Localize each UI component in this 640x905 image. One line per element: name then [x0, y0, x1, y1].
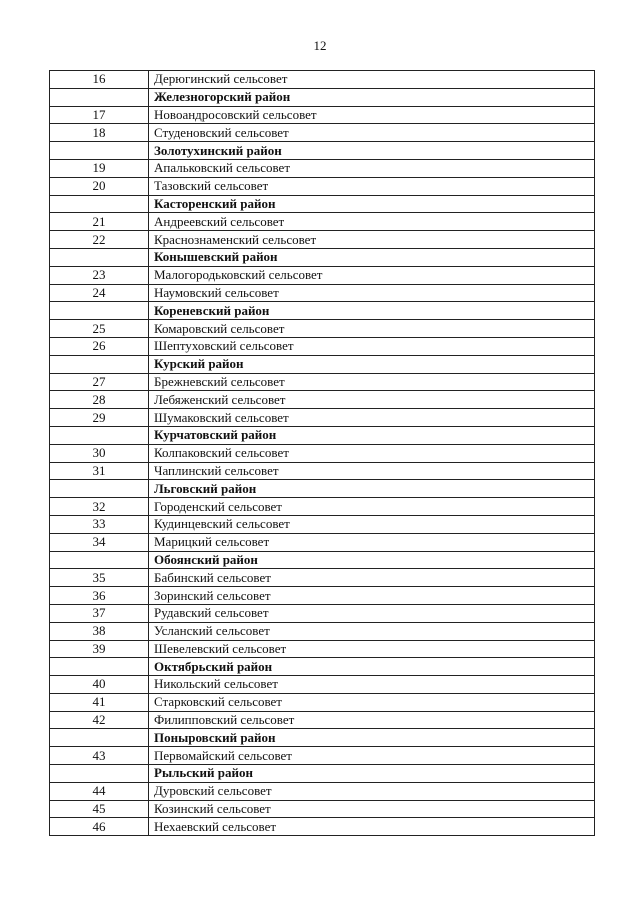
district-name-cell: Октябрьский район [149, 658, 595, 676]
table-row [50, 444, 595, 462]
district-header-row [50, 729, 595, 747]
settlement-name-cell: Старковский сельсовет [149, 693, 595, 711]
table-row [50, 604, 595, 622]
district-header-row [50, 248, 595, 266]
table-row [50, 231, 595, 249]
row-number-cell [50, 248, 149, 266]
table-row [50, 213, 595, 231]
settlement-name-cell: Дуровский сельсовет [149, 782, 595, 800]
row-number-cell [50, 195, 149, 213]
table-row [50, 337, 595, 355]
table-row [50, 391, 595, 409]
row-number-cell: 19 [50, 159, 149, 177]
row-number-cell: 30 [50, 444, 149, 462]
row-number-cell [50, 142, 149, 160]
row-number-cell: 33 [50, 515, 149, 533]
row-number-cell [50, 355, 149, 373]
table-row [50, 587, 595, 605]
row-number-cell: 17 [50, 106, 149, 124]
table-row [50, 71, 595, 89]
row-number-cell: 25 [50, 320, 149, 338]
table-row [50, 711, 595, 729]
district-name-cell: Железногорский район [149, 88, 595, 106]
settlement-name-cell: Городенский сельсовет [149, 498, 595, 516]
settlement-name-cell: Шептуховский сельсовет [149, 337, 595, 355]
row-number-cell [50, 426, 149, 444]
settlement-name-cell: Комаровский сельсовет [149, 320, 595, 338]
table-row [50, 320, 595, 338]
row-number-cell: 44 [50, 782, 149, 800]
row-number-cell: 38 [50, 622, 149, 640]
settlement-name-cell: Кудинцевский сельсовет [149, 515, 595, 533]
table-row [50, 693, 595, 711]
table-row [50, 533, 595, 551]
row-number-cell: 40 [50, 676, 149, 694]
settlement-name-cell: Первомайский сельсовет [149, 747, 595, 765]
settlement-name-cell: Нехаевский сельсовет [149, 818, 595, 836]
settlement-name-cell: Дерюгинский сельсовет [149, 71, 595, 89]
row-number-cell: 26 [50, 337, 149, 355]
table-row [50, 159, 595, 177]
settlement-name-cell: Брежневский сельсовет [149, 373, 595, 391]
row-number-cell: 29 [50, 409, 149, 427]
row-number-cell: 34 [50, 533, 149, 551]
row-number-cell [50, 765, 149, 783]
settlements-table-body [50, 71, 595, 836]
row-number-cell [50, 729, 149, 747]
settlement-name-cell: Филипповский сельсовет [149, 711, 595, 729]
district-header-row [50, 88, 595, 106]
district-header-row [50, 551, 595, 569]
settlement-name-cell: Малогородьковский сельсовет [149, 266, 595, 284]
table-row [50, 569, 595, 587]
district-name-cell: Обоянский район [149, 551, 595, 569]
district-name-cell: Поныровский район [149, 729, 595, 747]
table-row [50, 800, 595, 818]
settlement-name-cell: Тазовский сельсовет [149, 177, 595, 195]
row-number-cell: 18 [50, 124, 149, 142]
row-number-cell: 23 [50, 266, 149, 284]
district-name-cell: Золотухинский район [149, 142, 595, 160]
table-row [50, 818, 595, 836]
row-number-cell: 21 [50, 213, 149, 231]
table-row [50, 622, 595, 640]
settlement-name-cell: Студеновский сельсовет [149, 124, 595, 142]
settlement-name-cell: Наумовский сельсовет [149, 284, 595, 302]
row-number-cell: 36 [50, 587, 149, 605]
row-number-cell [50, 88, 149, 106]
settlement-name-cell: Новоандросовский сельсовет [149, 106, 595, 124]
settlement-name-cell: Козинский сельсовет [149, 800, 595, 818]
district-name-cell: Конышевский район [149, 248, 595, 266]
table-row [50, 640, 595, 658]
row-number-cell [50, 658, 149, 676]
district-name-cell: Кореневский район [149, 302, 595, 320]
district-header-row [50, 658, 595, 676]
row-number-cell [50, 302, 149, 320]
row-number-cell: 42 [50, 711, 149, 729]
table-row [50, 782, 595, 800]
table-row [50, 266, 595, 284]
district-header-row [50, 302, 595, 320]
district-name-cell: Курский район [149, 355, 595, 373]
district-name-cell: Касторенский район [149, 195, 595, 213]
table-row [50, 124, 595, 142]
page-number: 12 [313, 38, 327, 53]
settlement-name-cell: Марицкий сельсовет [149, 533, 595, 551]
row-number-cell: 45 [50, 800, 149, 818]
district-name-cell: Рыльский район [149, 765, 595, 783]
district-header-row [50, 480, 595, 498]
row-number-cell: 20 [50, 177, 149, 195]
settlement-name-cell: Усланский сельсовет [149, 622, 595, 640]
table-row [50, 676, 595, 694]
table-row [50, 747, 595, 765]
district-header-row [50, 142, 595, 160]
settlements-table [49, 70, 595, 836]
settlement-name-cell: Шумаковский сельсовет [149, 409, 595, 427]
row-number-cell [50, 480, 149, 498]
settlement-name-cell: Лебяженский сельсовет [149, 391, 595, 409]
district-header-row [50, 426, 595, 444]
settlement-name-cell: Краснознаменский сельсовет [149, 231, 595, 249]
settlement-name-cell: Зоринский сельсовет [149, 587, 595, 605]
row-number-cell: 27 [50, 373, 149, 391]
row-number-cell: 37 [50, 604, 149, 622]
row-number-cell: 39 [50, 640, 149, 658]
settlement-name-cell: Колпаковский сельсовет [149, 444, 595, 462]
settlement-name-cell: Чаплинский сельсовет [149, 462, 595, 480]
settlement-name-cell: Апальковский сельсовет [149, 159, 595, 177]
district-header-row [50, 195, 595, 213]
district-header-row [50, 355, 595, 373]
row-number-cell: 41 [50, 693, 149, 711]
table-row [50, 515, 595, 533]
table-row [50, 284, 595, 302]
row-number-cell: 43 [50, 747, 149, 765]
district-name-cell: Курчатовский район [149, 426, 595, 444]
row-number-cell: 31 [50, 462, 149, 480]
settlement-name-cell: Никольский сельсовет [149, 676, 595, 694]
row-number-cell: 28 [50, 391, 149, 409]
row-number-cell [50, 551, 149, 569]
row-number-cell: 32 [50, 498, 149, 516]
table-row [50, 409, 595, 427]
settlement-name-cell: Шевелевский сельсовет [149, 640, 595, 658]
settlement-name-cell: Андреевский сельсовет [149, 213, 595, 231]
table-row [50, 498, 595, 516]
row-number-cell: 35 [50, 569, 149, 587]
row-number-cell: 16 [50, 71, 149, 89]
row-number-cell: 46 [50, 818, 149, 836]
row-number-cell: 22 [50, 231, 149, 249]
table-row [50, 106, 595, 124]
district-name-cell: Льговский район [149, 480, 595, 498]
table-row [50, 177, 595, 195]
district-header-row [50, 765, 595, 783]
settlement-name-cell: Бабинский сельсовет [149, 569, 595, 587]
table-row [50, 462, 595, 480]
table-row [50, 373, 595, 391]
settlement-name-cell: Рудавский сельсовет [149, 604, 595, 622]
row-number-cell: 24 [50, 284, 149, 302]
